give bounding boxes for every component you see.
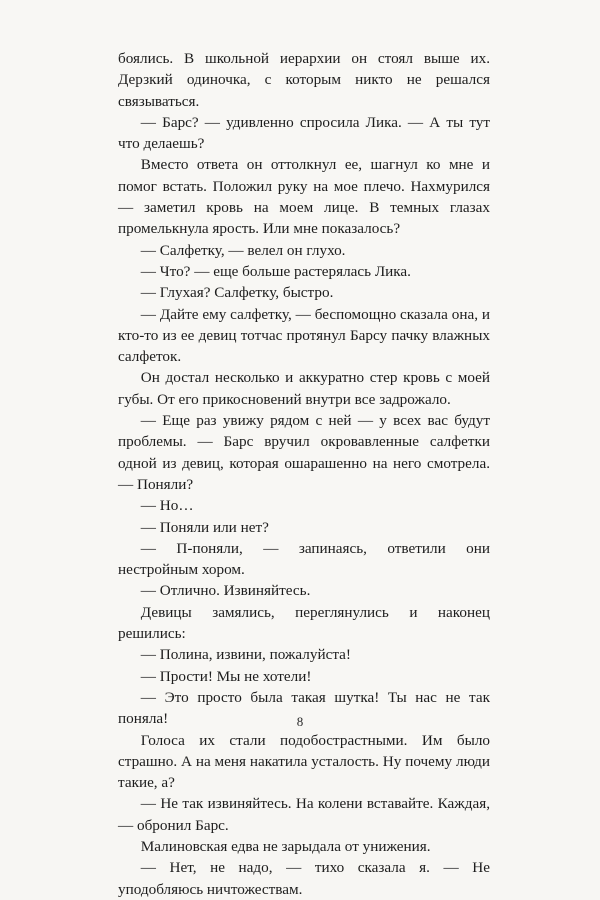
paragraph: — Это просто была такая шутка! Ты нас не так поняла! — [118, 688, 490, 728]
paragraph: — Поняли или нет? — [140, 518, 269, 536]
paragraph: — Еще раз увижу рядом с ней — у всех вас будут проблемы. — Барс вручил окровавленные салфетки одной из девиц, которая ошарашенно на него смотрела. — Поняли? — [118, 412, 490, 493]
paragraph: — Нет, не надо, — тихо сказала я. — Не уподобляюсь ничтожествам. — [118, 859, 490, 898]
paragraph: — Полина, извини, пожалуйста! — [140, 646, 351, 664]
paragraph: — Глухая? Салфетку, быстро. — [140, 284, 334, 302]
paragraph: — Дайте ему салфетку, — беспомощно сказала она, и кто-то из ее девиц тотчас протянул Барсу пачку влажных салфеток. — [118, 305, 490, 366]
paragraph: — П-поняли, — запинаясь, ответили они нестройным хором. — [118, 539, 490, 579]
paragraph: — Что? — еще больше растерялась Лика. — [140, 262, 411, 280]
paragraph: Девицы замялись, переглянулись и наконец решились: — [118, 603, 490, 643]
paragraph: Вместо ответа он оттолкнул ее, шагнул ко мне и помог встать. Положил руку на мое плечо. Нахмурился — заметил кровь на моем лице. В темных глазах промелькнула ярость. Или мне показалось? — [118, 156, 490, 238]
page-number: 8 — [296, 714, 304, 729]
paragraph: Он достал несколько и аккуратно стер кровь с моей губы. От его прикосновений внутри все задрожало. — [118, 369, 490, 408]
paragraph: Голоса их стали подобострастными. Им было страшно. А на меня накатила усталость. Ну почему люди такие, а? — [118, 731, 490, 792]
paragraph: боялись. В школьной иерархии он стоял выше их. Дерзкий одиночка, с которым никто не решался связываться. — [118, 50, 490, 110]
paragraph: — Салфетку, — велел он глухо. — [140, 241, 346, 259]
text-block — [118, 48, 490, 900]
paragraph: — Прости! Мы не хотели! — [140, 667, 312, 685]
paragraph: — Отлично. Извиняйтесь. — [140, 582, 311, 600]
paragraph: Малиновская едва не зарыдала от унижения. — [140, 837, 431, 855]
paragraph: — Барс? — удивленно спросила Лика. — А ты тут что делаешь? — [118, 113, 490, 153]
paragraph: — Не так извиняйтесь. На колени вставайте. Каждая, — обронил Барс. — [118, 795, 490, 834]
paragraph: — Но… — [140, 497, 194, 515]
